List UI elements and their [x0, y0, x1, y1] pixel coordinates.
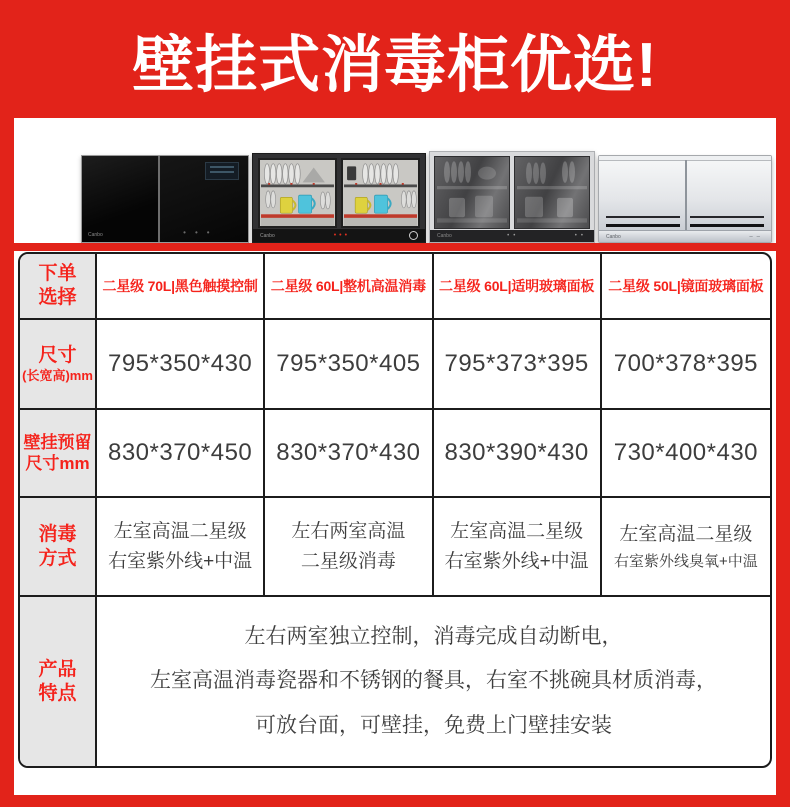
- control-dial: [409, 231, 418, 240]
- indicator-lights: ••: [507, 233, 520, 239]
- cabinet-right-window: [341, 158, 420, 228]
- dishes-illustration: [343, 160, 418, 226]
- cell-order-option-2: 二星级 60L|整机高温消毒: [265, 254, 433, 320]
- touch-buttons: •••: [183, 228, 219, 237]
- control-bar: [430, 230, 594, 242]
- cabinet-left-window: [258, 158, 337, 228]
- feature-line: 可放台面，可壁挂，免费上门壁挂安装: [255, 713, 612, 737]
- promo-banner: [0, 0, 790, 118]
- cell-reserve-3: 830*390*430: [434, 410, 602, 498]
- cell-size-2: 795*350*405: [265, 320, 433, 410]
- control-buttons: ••: [574, 233, 587, 239]
- row-label-dimensions: 尺寸 (长宽高)mm: [20, 320, 97, 410]
- indicator-lights: •••: [333, 232, 351, 239]
- wire-rack-right: [690, 216, 764, 227]
- faint-dishes-illustration: [515, 157, 589, 228]
- cell-product-features: [97, 597, 770, 766]
- feature-line: 左右两室独立控制，消毒完成自动断电，: [244, 625, 623, 649]
- product-image-row: [14, 126, 776, 243]
- page-title: 壁挂式消毒柜优选!: [132, 30, 658, 100]
- row-label-wall-reserve: 壁挂预留 尺寸mm: [20, 410, 97, 498]
- wire-rack-left: [606, 216, 680, 227]
- cabinet-left-door: [82, 156, 160, 242]
- cell-method-1: 左室高温二星级 右室紫外线+中温: [97, 498, 265, 597]
- product-image-black-touch-cabinet: [81, 155, 249, 243]
- cabinet-right-door: [160, 156, 248, 242]
- brand-logo: Canbo: [260, 232, 275, 239]
- cell-size-3: 795*373*395: [434, 320, 602, 410]
- brand-logo: Canbo: [606, 233, 621, 240]
- brand-logo: Canbo: [88, 232, 103, 238]
- comparison-table: [18, 252, 772, 768]
- brand-logo: Canbo: [437, 233, 452, 239]
- cell-size-4: 700*378*395: [602, 320, 770, 410]
- cell-order-option-3: 二星级 60L|适明玻璃面板: [434, 254, 602, 320]
- row-label-disinfection-method: 消毒 方式: [20, 498, 97, 597]
- cell-method-2: 左右两室高温 二星级消毒: [265, 498, 433, 597]
- cell-method-4: 左室高温二星级 右室紫外线臭氧+中温: [602, 498, 770, 597]
- cell-reserve-4: 730*400*430: [602, 410, 770, 498]
- door-seam: [685, 160, 687, 231]
- feature-line: 左室高温消毒瓷器和不锈钢的餐具，右室不挑碗具材质消毒，: [150, 669, 717, 693]
- cell-reserve-1: 830*370*450: [97, 410, 265, 498]
- control-buttons: ––: [749, 233, 764, 240]
- faint-dishes-illustration: [435, 157, 509, 228]
- cabinet-right-window: [514, 156, 590, 229]
- control-bar: [599, 230, 771, 242]
- row-label-product-features: 产品 特点: [20, 597, 97, 766]
- cell-order-option-4: 二星级 50L|镜面玻璃面板: [602, 254, 770, 320]
- cell-order-option-1: 二星级 70L|黑色触摸控制: [97, 254, 265, 320]
- product-image-mirror-glass-cabinet: [598, 155, 772, 243]
- row-label-order-selection: 下单 选择: [20, 254, 97, 320]
- cabinet-left-window: [434, 156, 510, 229]
- product-image-tinted-glass-cabinet: [429, 151, 595, 243]
- control-display: [205, 162, 239, 180]
- cell-method-3: 左室高温二星级 右室紫外线+中温: [434, 498, 602, 597]
- cell-size-1: 795*350*430: [97, 320, 265, 410]
- product-image-glass-door-cabinet: [252, 153, 426, 243]
- cell-reserve-2: 830*370*430: [265, 410, 433, 498]
- dishes-illustration: [260, 160, 335, 226]
- control-bar: [253, 229, 425, 242]
- red-divider-bar: [0, 243, 790, 251]
